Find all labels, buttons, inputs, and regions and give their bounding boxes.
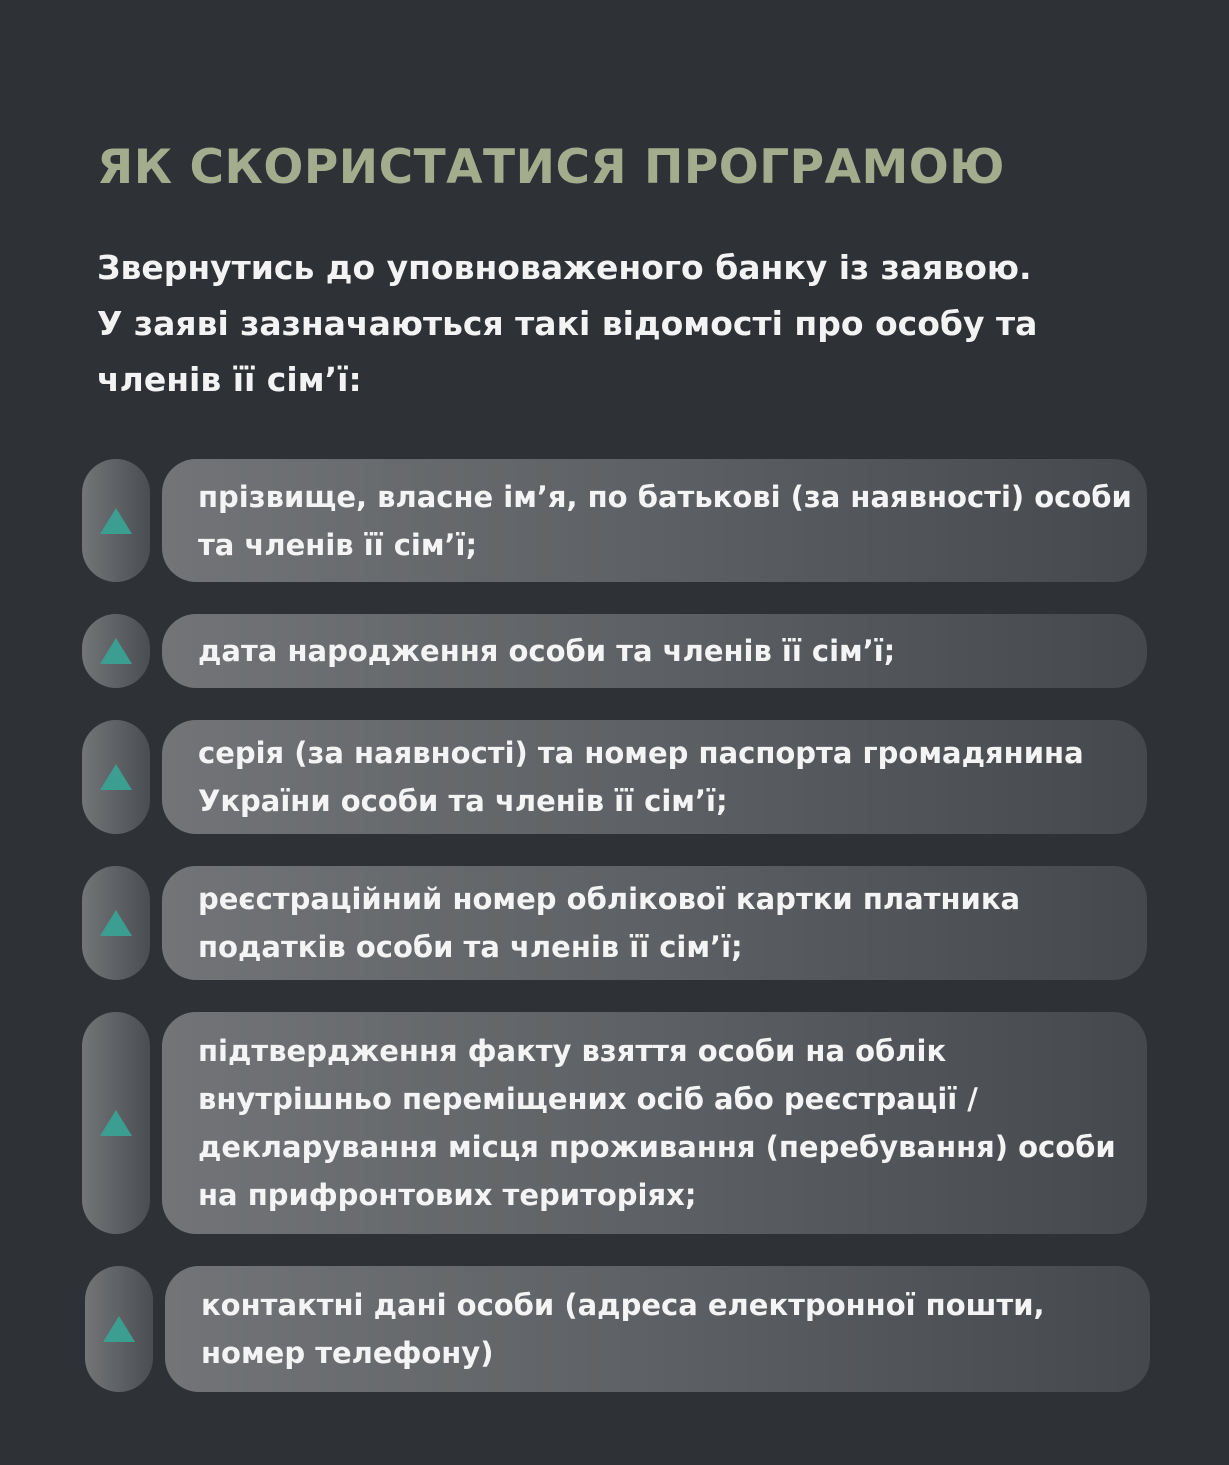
list-item — [82, 1012, 1147, 1234]
triangle-icon — [100, 638, 132, 664]
bullet-marker — [82, 720, 150, 834]
item-text-line: серія (за наявності) та номер паспорта громадянина — [198, 736, 1084, 770]
bullet-marker — [82, 1012, 150, 1234]
page-title: ЯК СКОРИСТАТИСЯ ПРОГРАМОЮ — [97, 140, 1005, 195]
bullet-marker — [82, 459, 150, 582]
bullet-marker — [82, 614, 150, 688]
triangle-icon — [100, 910, 132, 936]
item-text-line: податків особи та членів її сім’ї; — [198, 930, 743, 964]
item-text-line: номер телефону) — [201, 1336, 494, 1370]
item-card — [162, 866, 1147, 980]
triangle-icon — [100, 1110, 132, 1136]
intro-line: У заяві зазначаються такі відомості про особу та — [97, 304, 1038, 343]
bullet-marker — [82, 866, 150, 980]
item-text-line: внутрішньо переміщених осіб або реєстрації / — [198, 1082, 978, 1116]
item-card — [162, 459, 1147, 582]
triangle-icon — [103, 1316, 135, 1342]
item-text-line: підтвердження факту взяття особи на облік — [198, 1034, 947, 1068]
item-card — [165, 1266, 1150, 1392]
triangle-icon — [100, 764, 132, 790]
item-text-line: та членів її сім’ї; — [198, 527, 478, 562]
intro-line: Звернутись до уповноваженого банку із заявою. — [97, 248, 1032, 287]
item-text-line: контактні дані особи (адреса електронної пошти, — [201, 1288, 1045, 1322]
intro-text — [97, 240, 1157, 408]
item-text-line: дата народження особи та членів її сім’ї; — [198, 634, 896, 668]
item-text-line: України особи та членів її сім’ї; — [198, 784, 728, 818]
item-text-line: декларування місця проживання (перебування) особи — [198, 1130, 1116, 1164]
list-item — [82, 459, 1147, 582]
item-card — [162, 614, 1147, 688]
item-text-line: реєстраційний номер облікової картки платника — [198, 882, 1021, 916]
bullet-marker — [85, 1266, 153, 1392]
item-card — [162, 1012, 1147, 1234]
list-item — [82, 720, 1147, 834]
item-text-line: прізвище, власне ім’я, по батькові (за наявності) особи — [198, 479, 1132, 514]
intro-line: членів її сім’ї: — [97, 360, 362, 399]
item-card — [162, 720, 1147, 834]
item-text-line: на прифронтових територіях; — [198, 1178, 697, 1212]
list-item — [82, 866, 1147, 980]
list-item — [85, 1266, 1150, 1392]
triangle-icon — [100, 508, 132, 534]
list-item — [82, 614, 1147, 688]
